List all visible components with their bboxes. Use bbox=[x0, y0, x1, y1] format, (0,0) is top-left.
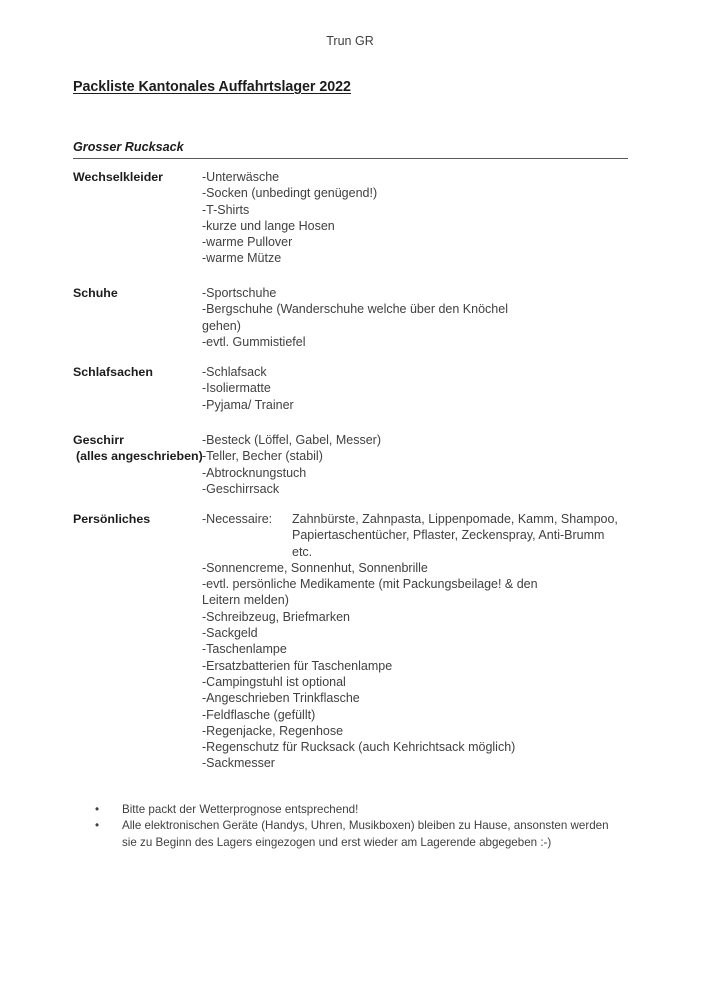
necessaire-values: Zahnbürste, Zahnpasta, Lippenpomade, Kamm, Shampoo, Papiertaschentücher, Pflaster, Zeckenspray, Anti-Brumm etc. bbox=[292, 512, 618, 559]
bullet-icon: • bbox=[95, 819, 100, 833]
packing-list-item: -Feldflasche (gefüllt) bbox=[202, 707, 316, 722]
packing-row-items bbox=[202, 169, 617, 267]
packing-row-label: Schlafsachen bbox=[73, 365, 153, 379]
packing-list-item: -Schreibzeug, Briefmarken bbox=[202, 609, 350, 624]
packing-list-item: -evtl. persönliche Medikamente (mit Packungsbeilage! & den Leitern melden) bbox=[202, 577, 542, 608]
note-list-item bbox=[0, 802, 710, 818]
packing-list-item: -Bergschuhe (Wanderschuhe welche über den Knöchel gehen) bbox=[202, 302, 512, 333]
notes-bullet-list bbox=[0, 802, 710, 851]
packing-list-item: -kurze und lange Hosen bbox=[202, 218, 335, 233]
packing-list-item: -warme Mütze bbox=[202, 251, 282, 266]
section-heading-grosser-rucksack: Grosser Rucksack bbox=[73, 140, 628, 159]
packing-list-item: -Pyjama/ Trainer bbox=[202, 397, 294, 412]
packing-list-item: -Besteck (Löffel, Gabel, Messer) bbox=[202, 433, 382, 447]
packing-list-item: -Isoliermatte bbox=[202, 381, 271, 396]
packing-row-label: Geschirr (alles angeschrieben) bbox=[73, 433, 203, 464]
packing-list-item: -Campingstuhl ist optional bbox=[202, 674, 346, 689]
bullet-icon: • bbox=[95, 803, 100, 816]
packing-row-sublabel: (alles angeschrieben) bbox=[76, 449, 203, 464]
packing-list-item: -Sportschuhe bbox=[202, 286, 277, 300]
packing-row-items bbox=[202, 432, 617, 497]
packing-list-item: -T-Shirts bbox=[202, 202, 250, 217]
note-text: Bitte packt der Wetterprognose entsprechend! bbox=[122, 803, 359, 816]
page-header-location: Trun GR bbox=[326, 34, 374, 48]
packing-row-items bbox=[202, 511, 617, 772]
packing-list-item: -Geschirrsack bbox=[202, 481, 280, 496]
packing-list-item: -Schlafsack bbox=[202, 365, 267, 379]
packing-list-item: -warme Pullover bbox=[202, 235, 293, 250]
necessaire-label: -Necessaire: bbox=[202, 512, 273, 526]
packing-list-item: -Regenjacke, Regenhose bbox=[202, 723, 344, 738]
packing-list-item: -Teller, Becher (stabil) bbox=[202, 449, 323, 464]
necessaire-item bbox=[202, 511, 617, 560]
packing-list-item: -Ersatzbatterien für Taschenlampe bbox=[202, 658, 393, 673]
packing-list-item: -Angeschrieben Trinkflasche bbox=[202, 691, 360, 706]
packing-row-label: Persönliches bbox=[73, 512, 151, 526]
packing-row-items bbox=[202, 364, 617, 413]
packing-list-item: -Abtrocknungstuch bbox=[202, 465, 307, 480]
packing-list-item: -Sonnencreme, Sonnenhut, Sonnenbrille bbox=[202, 560, 428, 575]
packing-list-item: -Unterwäsche bbox=[202, 170, 280, 184]
packing-row-label: Schuhe bbox=[73, 286, 118, 300]
packing-row-label: Wechselkleider bbox=[73, 170, 163, 184]
packing-list-item: -Taschenlampe bbox=[202, 642, 287, 657]
page-title: Packliste Kantonales Auffahrtslager 2022 bbox=[73, 79, 351, 95]
packing-list-item: -Sackmesser bbox=[202, 756, 275, 771]
packing-list-item: -evtl. Gummistiefel bbox=[202, 334, 306, 349]
packing-list-item: -Regenschutz für Rucksack (auch Kehrichtsack möglich) bbox=[202, 740, 516, 755]
packing-list-item: -Sackgeld bbox=[202, 626, 258, 641]
note-text: Alle elektronischen Geräte (Handys, Uhren, Musikboxen) bleiben zu Hause, ansonsten werden sie zu Beginn des Lagers eingezogen und erst wieder am Lagerende abgegeben :-) bbox=[122, 819, 609, 849]
packing-list-item: -Socken (unbedingt genügend!) bbox=[202, 186, 378, 201]
note-list-item bbox=[0, 818, 710, 851]
packing-row-items bbox=[202, 285, 617, 350]
